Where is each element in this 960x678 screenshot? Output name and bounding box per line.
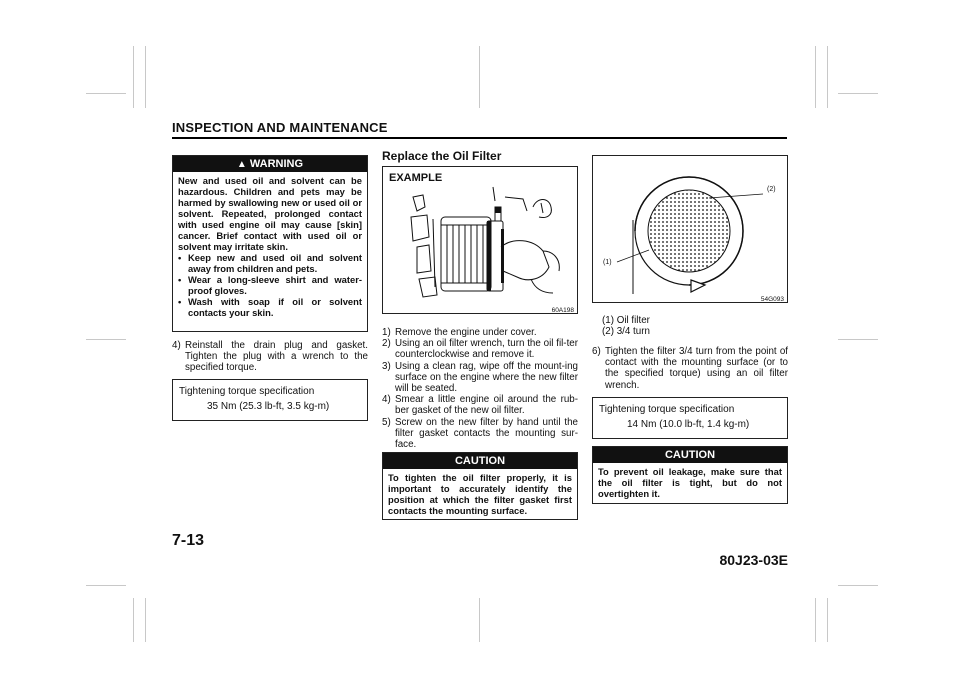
caution-box-1 bbox=[382, 452, 578, 520]
document-code: 80J23-03E bbox=[719, 552, 788, 568]
step-text: Tighten the filter 3/4 turn from the point of contact with the mounting surface (or to the specified torque) using an oil filter wrench. bbox=[605, 346, 788, 391]
legend-item: (2) 3/4 turn bbox=[602, 326, 650, 338]
callout-1: (1) bbox=[603, 259, 612, 266]
warning-bullet: • Keep new and used oil and solvent away from children and pets. bbox=[178, 252, 362, 274]
caution-text: To prevent oil leakage, make sure that the oil filter is tight, but do not overtighten it. bbox=[598, 466, 782, 499]
step-text: Screw on the new filter by hand until the filter gasket contacts the mounting sur-face. bbox=[395, 416, 578, 451]
step-text: Using an oil filter wrench, turn the oil fil-ter counterclockwise and remove it. bbox=[395, 338, 578, 361]
torque-spec-box-2 bbox=[592, 397, 788, 439]
torque-spec-label: Tightening torque specification bbox=[179, 386, 315, 397]
warning-box bbox=[172, 155, 368, 332]
callout-2: (2) bbox=[767, 186, 776, 193]
figure-code: 60A198 bbox=[551, 307, 574, 314]
warning-text: New and used oil and solvent can be hazardous. Children and pets may be harmed by swallowing new or used oil or solvent. Repeated, prolonged contact with used engine oil may cause [skin] cancer. Brief contact with used oil or solvent may irritate skin. bbox=[178, 175, 362, 252]
warning-bullet: • Wash with soap if oil or solvent contacts your skin. bbox=[178, 296, 362, 318]
caution-text: To tighten the oil filter properly, it is important to accurately identify the position at which the filter gasket first contacts the mounting surface. bbox=[388, 472, 572, 516]
warning-body bbox=[173, 172, 367, 321]
figure-code: 54G093 bbox=[760, 296, 784, 303]
filter-rotation-figure bbox=[592, 155, 788, 303]
caution-header: CAUTION bbox=[383, 453, 577, 469]
torque-spec-box-1 bbox=[172, 379, 368, 421]
step-number: 4) bbox=[172, 340, 181, 351]
step-number: 3) bbox=[382, 360, 391, 372]
warning-header bbox=[173, 156, 367, 172]
step-number: 6) bbox=[592, 346, 601, 357]
caution-header: CAUTION bbox=[593, 447, 787, 463]
filter-rotation-diagram bbox=[593, 156, 787, 302]
step-number: 1) bbox=[382, 327, 391, 338]
warning-label: WARNING bbox=[249, 158, 304, 170]
figure-example-label: EXAMPLE bbox=[389, 172, 443, 184]
figure-legend bbox=[602, 315, 788, 337]
step-number: 2) bbox=[382, 338, 391, 350]
legend-item: (1) Oil filter bbox=[602, 315, 650, 326]
step-number: 4) bbox=[382, 394, 391, 406]
page-number: 7-13 bbox=[172, 532, 205, 549]
torque-spec-label: Tightening torque specification bbox=[599, 404, 735, 415]
oil-filter-illustration bbox=[383, 167, 577, 313]
step-number: 5) bbox=[382, 416, 391, 428]
oil-filter-wrench-figure bbox=[382, 166, 578, 314]
torque-spec-value: 35 Nm (25.3 lb-ft, 3.5 kg-m) bbox=[207, 401, 330, 412]
removal-steps bbox=[382, 327, 578, 450]
step-text: Reinstall the drain plug and gasket. Tighten the plug with a wrench to the specified torque. bbox=[185, 340, 368, 374]
warning-bullet: • Wear a long-sleeve shirt and water-proof gloves. bbox=[178, 274, 362, 296]
torque-spec-value: 14 Nm (10.0 lb-ft, 1.4 kg-m) bbox=[627, 419, 750, 430]
page-header-title: INSPECTION AND MAINTENANCE bbox=[172, 120, 388, 135]
warning-triangle-icon: ▲ bbox=[236, 159, 247, 170]
caution-box-2 bbox=[592, 446, 788, 504]
step-4 bbox=[172, 340, 368, 374]
header-rule bbox=[172, 137, 787, 139]
step-6 bbox=[592, 346, 788, 391]
step-text: Smear a little engine oil around the rub-ber gasket of the new oil filter. bbox=[395, 394, 578, 417]
step-text: Remove the engine under cover. bbox=[395, 327, 537, 338]
step-text: Using a clean rag, wipe off the mount-ing surface on the engine where the new filter will be seated. bbox=[395, 360, 578, 395]
section-title: Replace the Oil Filter bbox=[382, 149, 502, 163]
